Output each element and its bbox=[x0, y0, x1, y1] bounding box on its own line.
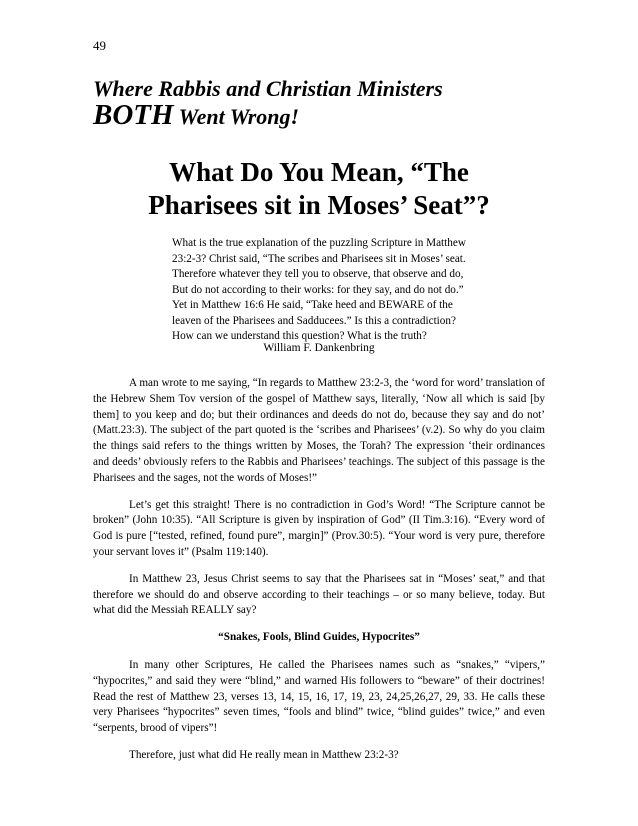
series-heading-rest: Went Wrong! bbox=[173, 104, 300, 129]
abstract bbox=[172, 236, 492, 345]
abstract-line: leaven of the Pharisees and Sadducees.” Is this a contradiction? bbox=[172, 314, 456, 327]
series-heading-line2 bbox=[93, 99, 563, 131]
article-title bbox=[60, 156, 578, 222]
series-heading-line1: Where Rabbis and Christian Ministers bbox=[93, 76, 443, 101]
abstract-line: But do not according to their works: for they say, and do not do.” bbox=[172, 283, 464, 296]
article-body bbox=[93, 376, 545, 775]
section-subheading: “Snakes, Fools, Blind Guides, Hypocrites” bbox=[218, 631, 420, 644]
abstract-line: 23:2-3? Christ said, “The scribes and Pharisees sit in Moses’ seat. bbox=[172, 252, 466, 265]
abstract-line: How can we understand this question? What is the truth? bbox=[172, 330, 427, 342]
series-heading bbox=[93, 76, 563, 130]
abstract-line: Yet in Matthew 16:6 He said, “Take heed and BEWARE of the bbox=[172, 299, 453, 311]
body-paragraph: In Matthew 23, Jesus Christ seems to say that the Pharisees sat in “Moses’ seat,” and that therefore we should do and observe according to their teachings – or so many believe, today. But what did the Messiah REALLY say? bbox=[93, 572, 545, 617]
article-title-line1: What Do You Mean, “The bbox=[169, 157, 469, 187]
body-paragraph: A man wrote to me saying, “In regards to Matthew 23:2-3, the ‘word for word’ translation of the Hebrew Shem Tov version of the gospel of Matthew says, literally, ‘Now all which is said [by them] to you keep and do; but their ordinances and deeds do not do, because they say and do not’ (Matt.23:3). The subject of the part quoted is the ‘scribes and Pharisees’ (v.2). So why do you claim the things said refers to the things written by Moses, the Torah? The expression ‘their ordinances and deeds’ obviously refers to the Rabbis and Pharisees’ teachings. The subject of this passage is the Pharisees and the sages, not the words of Moses!” bbox=[93, 377, 545, 484]
author-byline: William F. Dankenbring bbox=[263, 342, 375, 354]
article-title-line2: Pharisees sit in Moses’ Seat”? bbox=[148, 190, 490, 220]
page-number: 49 bbox=[93, 38, 106, 53]
body-paragraph: Therefore, just what did He really mean in Matthew 23:2-3? bbox=[129, 748, 399, 761]
series-heading-emphasis: BOTH bbox=[93, 99, 174, 131]
abstract-line: Therefore whatever they tell you to observe, that observe and do, bbox=[172, 268, 464, 280]
body-paragraph: Let’s get this straight! There is no contradiction in God’s Word! “The Scripture cannot be broken” (John 10:35). “All Scripture is given by inspiration of God” (II Tim.3:16). “Every word of God is pure [“tested, refined, found pure”, margin]” (Prov.30:5). “Your word is very pure, therefore your servant loves it” (Psalm 119:140). bbox=[93, 498, 545, 558]
body-paragraph: In many other Scriptures, He called the Pharisees names such as “snakes,” “vipers,” “hypocrites,” and said they were “blind,” and warned His followers to “beware” of their doctrines! Read the rest of Matthew 23, verses 13, 14, 15, 16, 17, 19, 23, 24,25,26,27, 29, 33. He calls these very Pharisees “hypocrites” seven times, “fools and blind” twice, “blind guides” twice,” and even “serpents, brood of vipers”! bbox=[93, 658, 545, 735]
abstract-line: What is the true explanation of the puzzling Scripture in Matthew bbox=[172, 237, 466, 249]
